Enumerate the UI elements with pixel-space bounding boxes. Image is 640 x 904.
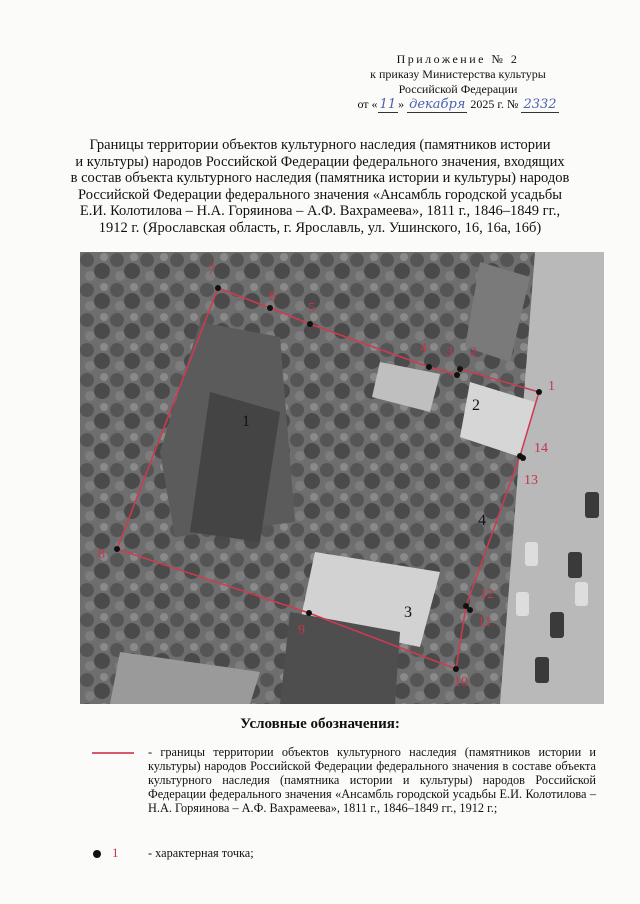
date-day: 11 <box>379 97 397 112</box>
boundary-point-8 <box>114 546 120 552</box>
boundary-point-14 <box>520 455 526 461</box>
date-quote: » <box>398 97 405 111</box>
appendix-header <box>338 52 578 112</box>
legend-point-number: 1 <box>112 845 119 860</box>
boundary-point-label-6: 6 <box>269 289 276 304</box>
boundary-point-3 <box>454 372 460 378</box>
boundary-point-2 <box>457 366 463 372</box>
year-and-number-label: 2025 г. № <box>470 97 519 111</box>
boundary-point-5 <box>307 321 313 327</box>
boundary-point-label-1: 1 <box>548 379 555 394</box>
boundary-point-label-12: 12 <box>480 587 494 602</box>
title-line: в состав объекта культурного наследия (памятника истории и культуры) народов <box>70 170 570 186</box>
boundary-point-12 <box>467 607 473 613</box>
aerial-map <box>80 252 604 704</box>
boundary-point-label-10: 10 <box>454 675 468 690</box>
appendix-heading: Приложение № 2 <box>396 52 520 66</box>
boundary-point-label-7: 7 <box>208 263 215 278</box>
object-label-2: 2 <box>472 397 480 414</box>
order-number: 2332 <box>523 97 557 112</box>
boundary-point-label-5: 5 <box>308 301 315 316</box>
title-line: Е.И. Колотилова – Н.А. Горяинова – А.Ф. Вахрамеева», 1811 г., 1846–1849 гг., <box>79 203 561 219</box>
boundary-point-label-11: 11 <box>478 615 492 630</box>
appendix-order-line: к приказу Министерства культуры <box>370 67 546 81</box>
object-label-1: 1 <box>242 413 250 430</box>
boundary-point-label-14: 14 <box>534 441 548 456</box>
boundary-point-label-2: 2 <box>470 345 477 360</box>
boundary-point-10 <box>453 666 459 672</box>
document-title <box>60 137 580 236</box>
boundary-point-6 <box>267 305 273 311</box>
boundary-point-label-9: 9 <box>298 623 305 638</box>
legend-point-dot <box>93 850 101 858</box>
object-label-4: 4 <box>478 512 486 529</box>
legend-boundary-text: - границы территории объектов культурного наследия (памятников истории и культуры) народов Российской Федерации федерального значения в составе объекта культурного наследия (памятника истории и культуры) народов Российской Федерации федерального значения «Ансамбль городской усадьбы Е.И. Колотилова – Н.А. Горяинова – А.Ф. Вахрамеева», 1811 г., 1846–1849 гг., 1912 г.; <box>148 745 596 815</box>
boundary-point-label-4: 4 <box>420 341 427 356</box>
object-label-3: 3 <box>404 604 412 621</box>
appendix-ministry-line: Российской Федерации <box>398 82 518 96</box>
boundary-point-label-3: 3 <box>446 345 453 360</box>
boundary-point-7 <box>215 285 221 291</box>
boundary-point-1 <box>536 389 542 395</box>
date-month: декабря <box>409 97 466 112</box>
title-line: и культуры) народов Российской Федерации федерального значения, входящих <box>75 153 565 170</box>
boundary-point-label-8: 8 <box>98 547 105 562</box>
legend-point-text: - характерная точка; <box>148 846 254 860</box>
title-line: 1912 г. (Ярославская область, г. Ярославль, ул. Ушинского, 16, 16а, 16б) <box>98 219 542 236</box>
boundary-point-9 <box>306 610 312 616</box>
boundary-point-label-13: 13 <box>524 473 538 488</box>
title-line: Российской Федерации федерального значения «Ансамбль городской усадьбы <box>78 186 562 203</box>
boundary-point-4 <box>426 364 432 370</box>
legend-heading: Условные обозначения: <box>240 716 400 732</box>
legend-boundary-line <box>92 752 134 754</box>
title-line: Границы территории объектов культурного наследия (памятников истории <box>89 137 551 153</box>
appendix-date-line <box>338 97 578 112</box>
date-prefix: от « <box>357 97 378 111</box>
